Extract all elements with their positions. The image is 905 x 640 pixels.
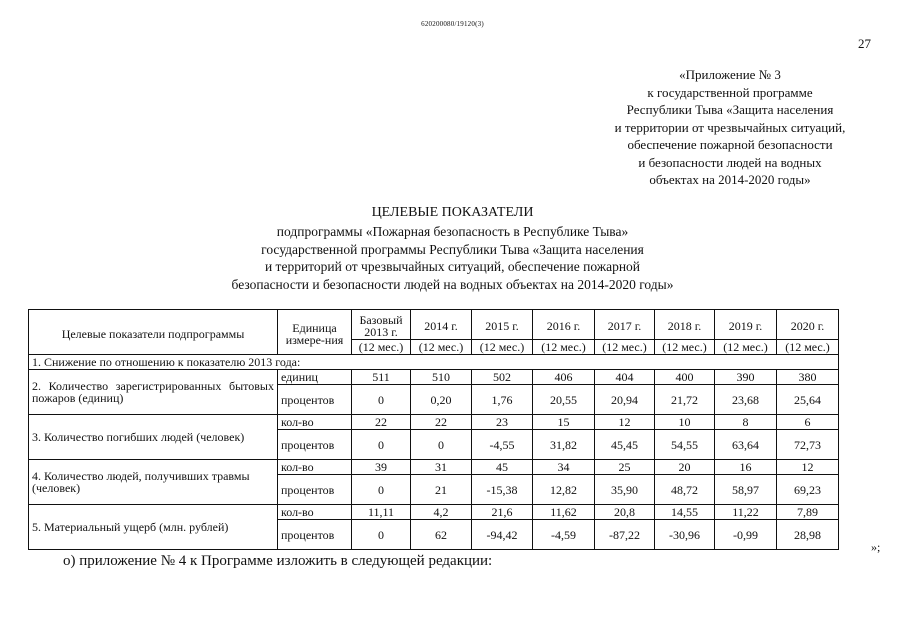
value-cell: 20 — [655, 460, 715, 475]
value-cell: 54,55 — [655, 430, 715, 460]
closing-quote-mark: »; — [871, 540, 881, 554]
value-cell: 0 — [411, 430, 472, 460]
header-year: 2019 г. — [715, 310, 777, 340]
value-cell: 20,55 — [533, 385, 595, 415]
appendix-line: к государственной программе — [647, 84, 813, 100]
value-cell: 69,23 — [777, 475, 839, 505]
header-period: (12 мес.) — [655, 340, 715, 355]
value-cell: 10 — [655, 415, 715, 430]
value-cell: 31 — [411, 460, 472, 475]
value-cell: 23 — [472, 415, 533, 430]
section-heading: 1. Снижение по отношению к показателю 2013 года: — [29, 355, 839, 370]
page-subtitle — [0, 223, 905, 293]
value-cell: 0 — [352, 430, 411, 460]
value-cell: 380 — [777, 370, 839, 385]
header-period: (12 мес.) — [472, 340, 533, 355]
value-cell: 20,94 — [595, 385, 655, 415]
unit-cell: кол-во — [278, 460, 352, 475]
value-cell: 0 — [352, 385, 411, 415]
value-cell: 400 — [655, 370, 715, 385]
document-number: 620200080/19120(3) — [421, 20, 484, 28]
value-cell: 390 — [715, 370, 777, 385]
table-row — [29, 370, 839, 385]
value-cell: 4,2 — [411, 505, 472, 520]
next-paragraph: о) приложение № 4 к Программе изложить в следующей редакции: — [63, 553, 493, 569]
indicator-name: 3. Количество погибших людей (человек) — [29, 415, 278, 460]
value-cell: 62 — [411, 520, 472, 550]
indicators-table — [28, 309, 839, 550]
value-cell: 0 — [352, 520, 411, 550]
unit-cell: процентов — [278, 475, 352, 505]
value-cell: 23,68 — [715, 385, 777, 415]
value-cell: 7,89 — [777, 505, 839, 520]
header-year: 2015 г. — [472, 310, 533, 340]
appendix-line: и территории от чрезвычайных ситуаций, — [614, 119, 846, 135]
header-base-year: Базовый 2013 г. — [352, 310, 411, 340]
appendix-heading — [560, 66, 900, 189]
value-cell: 48,72 — [655, 475, 715, 505]
value-cell: 1,76 — [472, 385, 533, 415]
table-row — [29, 505, 839, 520]
table-row — [29, 415, 839, 430]
subtitle-line: безопасности и безопасности людей на водных объектах на 2014-2020 годы» — [231, 276, 674, 292]
table-row — [29, 460, 839, 475]
header-year: 2020 г. — [777, 310, 839, 340]
section-row — [29, 355, 839, 370]
value-cell: 8 — [715, 415, 777, 430]
value-cell: 22 — [352, 415, 411, 430]
value-cell: 63,64 — [715, 430, 777, 460]
value-cell: -4,59 — [533, 520, 595, 550]
value-cell: 22 — [411, 415, 472, 430]
value-cell: 25 — [595, 460, 655, 475]
value-cell: 0 — [352, 475, 411, 505]
value-cell: 511 — [352, 370, 411, 385]
value-cell: 21 — [411, 475, 472, 505]
subtitle-line: государственной программы Республики Тыва «Защита населения — [261, 241, 644, 257]
value-cell: 39 — [352, 460, 411, 475]
value-cell: 11,62 — [533, 505, 595, 520]
value-cell: -4,55 — [472, 430, 533, 460]
value-cell: -15,38 — [472, 475, 533, 505]
page-title: ЦЕЛЕВЫЕ ПОКАЗАТЕЛИ — [371, 205, 534, 220]
value-cell: 21,6 — [472, 505, 533, 520]
header-year: 2014 г. — [411, 310, 472, 340]
value-cell: 20,8 — [595, 505, 655, 520]
appendix-line: «Приложение № 3 — [679, 67, 781, 82]
value-cell: 58,97 — [715, 475, 777, 505]
value-cell: 34 — [533, 460, 595, 475]
unit-cell: кол-во — [278, 505, 352, 520]
value-cell: 12 — [777, 460, 839, 475]
value-cell: -30,96 — [655, 520, 715, 550]
value-cell: -94,42 — [472, 520, 533, 550]
value-cell: 406 — [533, 370, 595, 385]
unit-cell: процентов — [278, 520, 352, 550]
indicator-name: 4. Количество людей, получивших травмы (человек) — [29, 460, 278, 505]
header-period: (12 мес.) — [595, 340, 655, 355]
indicator-name: 2. Количество зарегистрированных бытовых пожаров (единиц) — [29, 370, 278, 415]
appendix-line: обеспечение пожарной безопасности — [627, 137, 833, 152]
unit-cell: единиц — [278, 370, 352, 385]
header-period: (12 мес.) — [533, 340, 595, 355]
value-cell: 6 — [777, 415, 839, 430]
value-cell: -0,99 — [715, 520, 777, 550]
subtitle-line: и территорий от чрезвычайных ситуаций, обеспечение пожарной — [264, 259, 641, 274]
header-indicator: Целевые показатели подпрограммы — [29, 310, 278, 355]
value-cell: 15 — [533, 415, 595, 430]
header-year: 2018 г. — [655, 310, 715, 340]
value-cell: 404 — [595, 370, 655, 385]
header-year: 2016 г. — [533, 310, 595, 340]
indicator-name: 5. Материальный ущерб (млн. рублей) — [29, 505, 278, 550]
appendix-line: Республики Тыва «Защита населения — [626, 102, 834, 117]
value-cell: 72,73 — [777, 430, 839, 460]
value-cell: 21,72 — [655, 385, 715, 415]
appendix-line: объектах на 2014-2020 годы» — [649, 172, 811, 187]
value-cell: 28,98 — [777, 520, 839, 550]
value-cell: 16 — [715, 460, 777, 475]
appendix-line: и безопасности людей на водных — [638, 154, 822, 170]
value-cell: 12 — [595, 415, 655, 430]
value-cell: 14,55 — [655, 505, 715, 520]
header-year: 2017 г. — [595, 310, 655, 340]
table-header-row — [29, 310, 839, 340]
value-cell: 35,90 — [595, 475, 655, 505]
subtitle-line: подпрограммы «Пожарная безопасность в Республике Тыва» — [276, 224, 629, 239]
header-period: (12 мес.) — [411, 340, 472, 355]
header-period: (12 мес.) — [777, 340, 839, 355]
value-cell: 45,45 — [595, 430, 655, 460]
value-cell: 502 — [472, 370, 533, 385]
value-cell: 12,82 — [533, 475, 595, 505]
header-period: (12 мес.) — [715, 340, 777, 355]
value-cell: 0,20 — [411, 385, 472, 415]
header-period: (12 мес.) — [352, 340, 411, 355]
header-unit: Единица измере-ния — [278, 310, 352, 355]
value-cell: 11,11 — [352, 505, 411, 520]
value-cell: 31,82 — [533, 430, 595, 460]
value-cell: -87,22 — [595, 520, 655, 550]
page-number: 27 — [858, 36, 871, 51]
value-cell: 45 — [472, 460, 533, 475]
unit-cell: процентов — [278, 385, 352, 415]
value-cell: 11,22 — [715, 505, 777, 520]
value-cell: 510 — [411, 370, 472, 385]
unit-cell: кол-во — [278, 415, 352, 430]
unit-cell: процентов — [278, 430, 352, 460]
value-cell: 25,64 — [777, 385, 839, 415]
